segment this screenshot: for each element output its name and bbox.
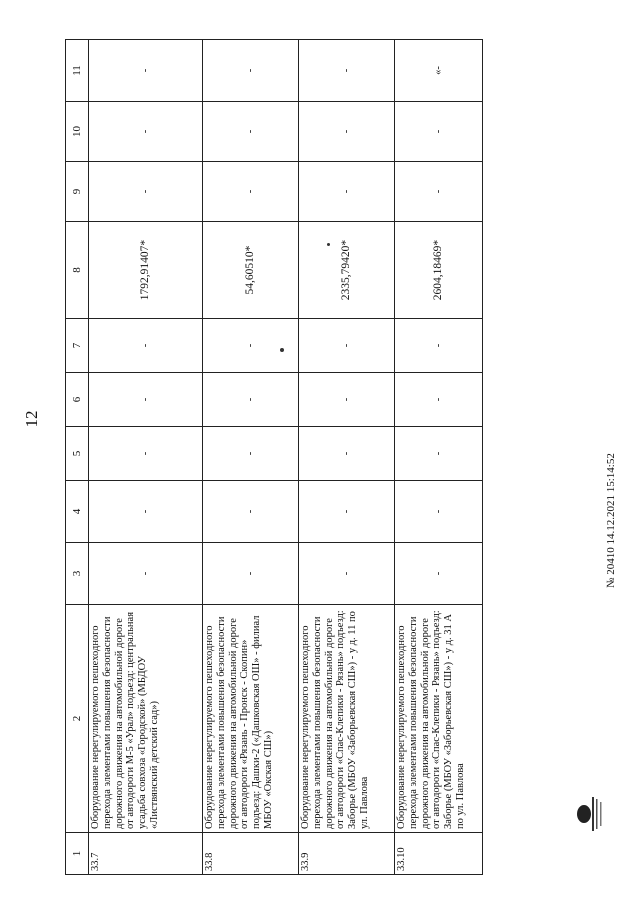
header-cell: 9 xyxy=(66,162,89,222)
stray-dot xyxy=(280,348,284,352)
table-row xyxy=(203,40,299,875)
cell-col6: - xyxy=(299,373,395,427)
cell-col7: - xyxy=(395,319,483,373)
cell-col11: - xyxy=(299,40,395,102)
cell-col5: - xyxy=(299,427,395,481)
header-cell: 11 xyxy=(66,40,89,102)
cell-col5: - xyxy=(203,427,299,481)
page-number: 12 xyxy=(22,410,41,428)
row-number: 33.10 xyxy=(395,833,483,875)
cell-col9: - xyxy=(395,162,483,222)
table-row xyxy=(299,40,395,875)
cell-col8-amount: 1792,91407* xyxy=(89,222,203,319)
cell-col9: - xyxy=(299,162,395,222)
header-cell: 6 xyxy=(66,373,89,427)
cell-col11: - xyxy=(203,40,299,102)
cell-col4: - xyxy=(395,481,483,543)
cell-col4: - xyxy=(299,481,395,543)
cell-col10: - xyxy=(203,102,299,162)
stray-dot xyxy=(327,243,330,246)
cell-col4: - xyxy=(89,481,203,543)
row-number: 33.8 xyxy=(203,833,299,875)
cell-col5: - xyxy=(395,427,483,481)
header-cell: 10 xyxy=(66,102,89,162)
table-row xyxy=(89,40,203,875)
table-row xyxy=(395,40,483,875)
cell-col8-amount: 2604,18469* xyxy=(395,222,483,319)
cell-col8-amount: 2335,79420* xyxy=(299,222,395,319)
cell-col3: - xyxy=(89,543,203,605)
cell-col9: - xyxy=(203,162,299,222)
row-description: Оборудование нерегулируемого пешеходного перехода элементами повышения безопасности дорожного движения на автомобильной дороге от автодороги М-5 «Урал» подъезд: центральная усадьба совхоза «Городской» (МБДОУ «Листвянский детский сад») xyxy=(89,605,203,833)
row-description: Оборудование нерегулируемого пешеходного перехода элементами повышения безопасности дорожного движения на автомобильной дороге от автодороги «Рязань - Пронск - Скопин» подъезд: Дашки-2 («Дашковская ОШ» - филиал МБОУ «Окская СШ») xyxy=(203,605,299,833)
cell-col9: - xyxy=(89,162,203,222)
cell-col7: - xyxy=(89,319,203,373)
cell-col7: - xyxy=(203,319,299,373)
seal-logo-icon xyxy=(575,794,605,834)
cell-col6: - xyxy=(395,373,483,427)
cell-col10: - xyxy=(299,102,395,162)
header-cell: 5 xyxy=(66,427,89,481)
row-number: 33.7 xyxy=(89,833,203,875)
header-cell: 3 xyxy=(66,543,89,605)
row-number: 33.9 xyxy=(299,833,395,875)
cell-col3: - xyxy=(203,543,299,605)
registration-footer: № 20410 14.12.2021 15:14:52 xyxy=(605,453,617,588)
cell-col7: - xyxy=(299,319,395,373)
program-table xyxy=(65,39,483,875)
cell-col10: - xyxy=(395,102,483,162)
header-cell: 4 xyxy=(66,481,89,543)
cell-col4: - xyxy=(203,481,299,543)
cell-col3: - xyxy=(299,543,395,605)
cell-col5: - xyxy=(89,427,203,481)
cell-col11: «- xyxy=(395,40,483,102)
cell-col6: - xyxy=(203,373,299,427)
cell-col10: - xyxy=(89,102,203,162)
cell-col6: - xyxy=(89,373,203,427)
row-description: Оборудование нерегулируемого пешеходного перехода элементами повышения безопасности дорожного движения на автомобильной дороге от автодороги «Спас-Клепики - Рязань» подъезд: Заборье (МБОУ «Заборьевская СШ») - у д. 11 по ул. Павлова xyxy=(299,605,395,833)
cell-col8-amount: 54,60510* xyxy=(203,222,299,319)
cell-col3: - xyxy=(395,543,483,605)
rotated-page-content xyxy=(65,40,479,875)
header-cell: 1 xyxy=(66,833,89,875)
header-cell: 2 xyxy=(66,605,89,833)
table-header-row xyxy=(66,40,89,875)
header-cell: 8 xyxy=(66,222,89,319)
header-cell: 7 xyxy=(66,319,89,373)
cell-col11: - xyxy=(89,40,203,102)
row-description: Оборудование нерегулируемого пешеходного перехода элементами повышения безопасности дорожного движения на автомобильной дороге от автодороги «Спас-Клепики - Рязань» подъезд: Заборье (МБОУ «Заборьевская СШ») - у д. 31 А по ул. Павлова xyxy=(395,605,483,833)
